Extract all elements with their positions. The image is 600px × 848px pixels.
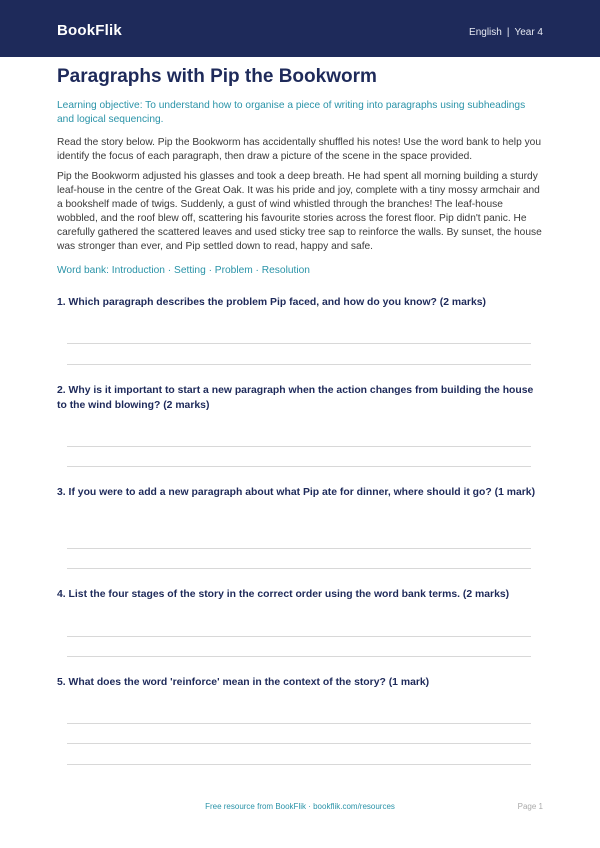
- question-1: 1. Which paragraph describes the problem Pip faced, and how do you know? (2 marks): [57, 297, 486, 308]
- answer-line[interactable]: [67, 656, 531, 657]
- answer-line[interactable]: [67, 636, 531, 637]
- question-2: 2. Why is it important to start a new paragraph when the action changes from building the house to the wind blowing? (2 marks): [57, 385, 534, 411]
- page-title: Paragraphs with Pip the Bookworm: [57, 66, 377, 87]
- subject-year-label: [469, 27, 543, 39]
- question-4: 4. List the four stages of the story in the correct order using the word bank terms. (2 marks): [57, 589, 510, 600]
- answer-line[interactable]: [67, 343, 531, 344]
- footer-source-link[interactable]: Free resource from BookFlik · bookflik.com/resources: [205, 802, 395, 811]
- word-bank: Word bank: Introduction · Setting · Problem · Resolution: [57, 265, 310, 276]
- subject-label: English: [469, 27, 502, 38]
- question-3: 3. If you were to add a new paragraph about what Pip ate for dinner, where should it go? (1 mark): [57, 487, 536, 498]
- answer-line[interactable]: [67, 364, 531, 365]
- question-5: 5. What does the word 'reinforce' mean in the context of the story? (1 mark): [57, 677, 430, 688]
- page-number: Page 1: [517, 802, 543, 811]
- year-label: Year 4: [514, 27, 543, 38]
- story-text: Pip the Bookworm adjusted his glasses and took a deep breath. He had spent all morning building a sturdy leaf-house in the centre of the Great Oak. It was his pride and joy, complete with a tiny mossy armchair and a bookshelf made of twigs. Suddenly, a gust of wind whistled through the branches! The leaf-house wobbled, and the roof blew off, scattering his favourite stories across the forest floor. Pip didn't panic. He carefully gathered the scattered leaves and used sticky tree sap to reinforce the walls. By sunset, the house was stronger than ever, and Pip settled down to read, happy and safe.: [57, 171, 542, 252]
- answer-line[interactable]: [67, 723, 531, 724]
- learning-objective: Learning objective: To understand how to organise a piece of writing into paragraphs using subheadings and logical sequencing.: [57, 100, 526, 125]
- separator: |: [506, 27, 510, 38]
- brand-logo-text[interactable]: BookFlik: [57, 22, 122, 39]
- answer-line[interactable]: [67, 743, 531, 744]
- answer-line[interactable]: [67, 548, 531, 549]
- answer-line[interactable]: [67, 446, 531, 447]
- answer-line[interactable]: [67, 466, 531, 467]
- answer-line[interactable]: [67, 764, 531, 765]
- answer-line[interactable]: [67, 568, 531, 569]
- instructions: Read the story below. Pip the Bookworm has accidentally shuffled his notes! Use the word bank to help you identify the focus of each paragraph, then draw a picture of the scene in the space provided.: [57, 137, 541, 162]
- header-bar: [0, 0, 600, 57]
